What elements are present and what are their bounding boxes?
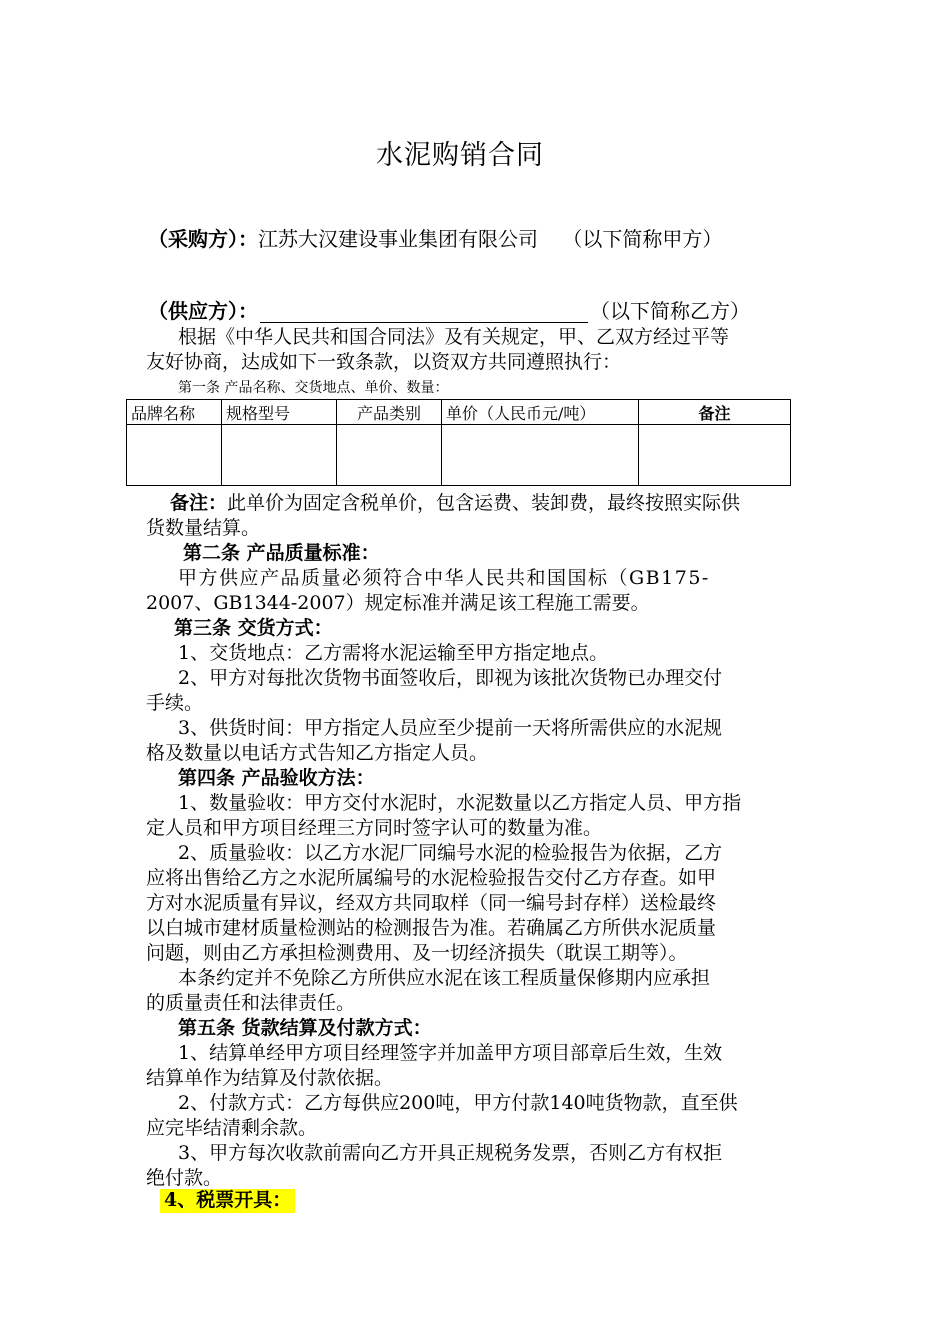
table-header-brand: 品牌名称 (127, 400, 222, 425)
article4-line-8: 本条约定并不免除乙方所供应水泥在该工程质量保修期内应承担 (178, 967, 711, 989)
product-table (126, 399, 791, 486)
intro-line-2: 友好协商，达成如下一致条款，以资双方共同遵照执行： (146, 351, 622, 373)
table-cell-price[interactable] (442, 425, 639, 486)
article4-line-7: 问题，则由乙方承担检测费用、及一切经济损失（耽误工期等）。 (146, 942, 688, 964)
table-header-remark: 备注 (639, 400, 791, 425)
article4-line-9: 的质量责任和法律责任。 (146, 992, 356, 1014)
article5-line-4: 应完毕结清剩余款。 (146, 1117, 318, 1139)
table-header-price: 单价（人民币元/吨） (442, 400, 639, 425)
article1-heading: 第一条 产品名称、交货地点、单价、数量： (178, 380, 449, 396)
note-label: 备注： (170, 492, 228, 514)
article3-heading: 第三条 交货方式： (174, 617, 333, 639)
article2-heading: 第二条 产品质量标准： (183, 542, 380, 564)
article5-line-2: 结算单作为结算及付款依据。 (146, 1067, 394, 1089)
note-text-1: 此单价为固定含税单价，包含运费、装卸费，最终按照实际供 (227, 492, 741, 514)
buyer-name: 江苏大汉建设事业集团有限公司 (258, 227, 538, 251)
article3-line-3: 手续。 (146, 692, 204, 714)
article4-line-2: 定人员和甲方项目经理三方同时签字认可的数量为准。 (146, 817, 603, 839)
article3-line-5: 格及数量以电话方式告知乙方指定人员。 (146, 742, 489, 764)
seller-alias: （以下简称乙方） (590, 299, 750, 323)
table-cell-category[interactable] (337, 425, 442, 486)
table-header-category: 产品类别 (337, 400, 442, 425)
article4-line-4: 应将出售给乙方之水泥所属编号的水泥检验报告交付乙方存查。如甲 (146, 867, 717, 889)
table-row (127, 425, 791, 486)
seller-line (148, 299, 750, 323)
article3-line-2: 2、甲方对每批次货物书面签收后，即视为该批次货物已办理交付 (178, 667, 723, 689)
article5-line-3: 2、付款方式：乙方每供应200吨，甲方付款140吨货物款，直至供 (178, 1092, 738, 1114)
article2-line-1: 甲方供应产品质量必须符合中华人民共和国国标（GB175- (178, 567, 710, 589)
article3-line-1: 1、交货地点：乙方需将水泥运输至甲方指定地点。 (178, 642, 609, 664)
article3-line-4: 3、供货时间：甲方指定人员应至少提前一天将所需供应的水泥规 (178, 717, 723, 739)
article4-line-6: 以白城市建材质量检测站的检测报告为准。若确属乙方所供水泥质量 (146, 917, 717, 939)
article5-heading: 第五条 货款结算及付款方式： (178, 1017, 432, 1039)
note-line-2: 货数量结算。 (146, 517, 261, 539)
buyer-line (148, 227, 722, 251)
seller-name-blank[interactable] (260, 302, 588, 323)
article5-line-1: 1、结算单经甲方项目经理签字并加盖甲方项目部章后生效，生效 (178, 1042, 723, 1064)
buyer-label: （采购方）： (148, 227, 258, 251)
table-header-row (127, 400, 791, 425)
article5-item4-line (160, 1188, 295, 1212)
article4-heading: 第四条 产品验收方法： (178, 767, 375, 789)
note-line-1 (170, 491, 740, 515)
table-cell-brand[interactable] (127, 425, 222, 486)
article4-line-5: 方对水泥质量有异议，经双方共同取样（同一编号封存样）送检最终 (146, 892, 717, 914)
article5-line-5: 3、甲方每次收款前需向乙方开具正规税务发票，否则乙方有权拒 (178, 1142, 723, 1164)
table-cell-spec[interactable] (222, 425, 337, 486)
seller-label: （供应方）： (148, 299, 258, 323)
article2-line-2: 2007、GB1344-2007）规定标准并满足该工程施工需要。 (146, 592, 650, 614)
article4-line-1: 1、数量验收：甲方交付水泥时，水泥数量以乙方指定人员、甲方指 (178, 792, 742, 814)
tax-invoice-highlight: 4、税票开具： (160, 1189, 295, 1213)
table-header-spec: 规格型号 (222, 400, 337, 425)
contract-title: 水泥购销合同 (376, 140, 544, 171)
article5-line-6: 绝付款。 (146, 1167, 223, 1189)
buyer-alias: （以下简称甲方） (562, 227, 723, 251)
intro-line-1: 根据《中华人民共和国合同法》及有关规定，甲、乙双方经过平等 (178, 326, 730, 348)
table-cell-remark[interactable] (639, 425, 791, 486)
article4-line-3: 2、质量验收：以乙方水泥厂同编号水泥的检验报告为依据，乙方 (178, 842, 723, 864)
